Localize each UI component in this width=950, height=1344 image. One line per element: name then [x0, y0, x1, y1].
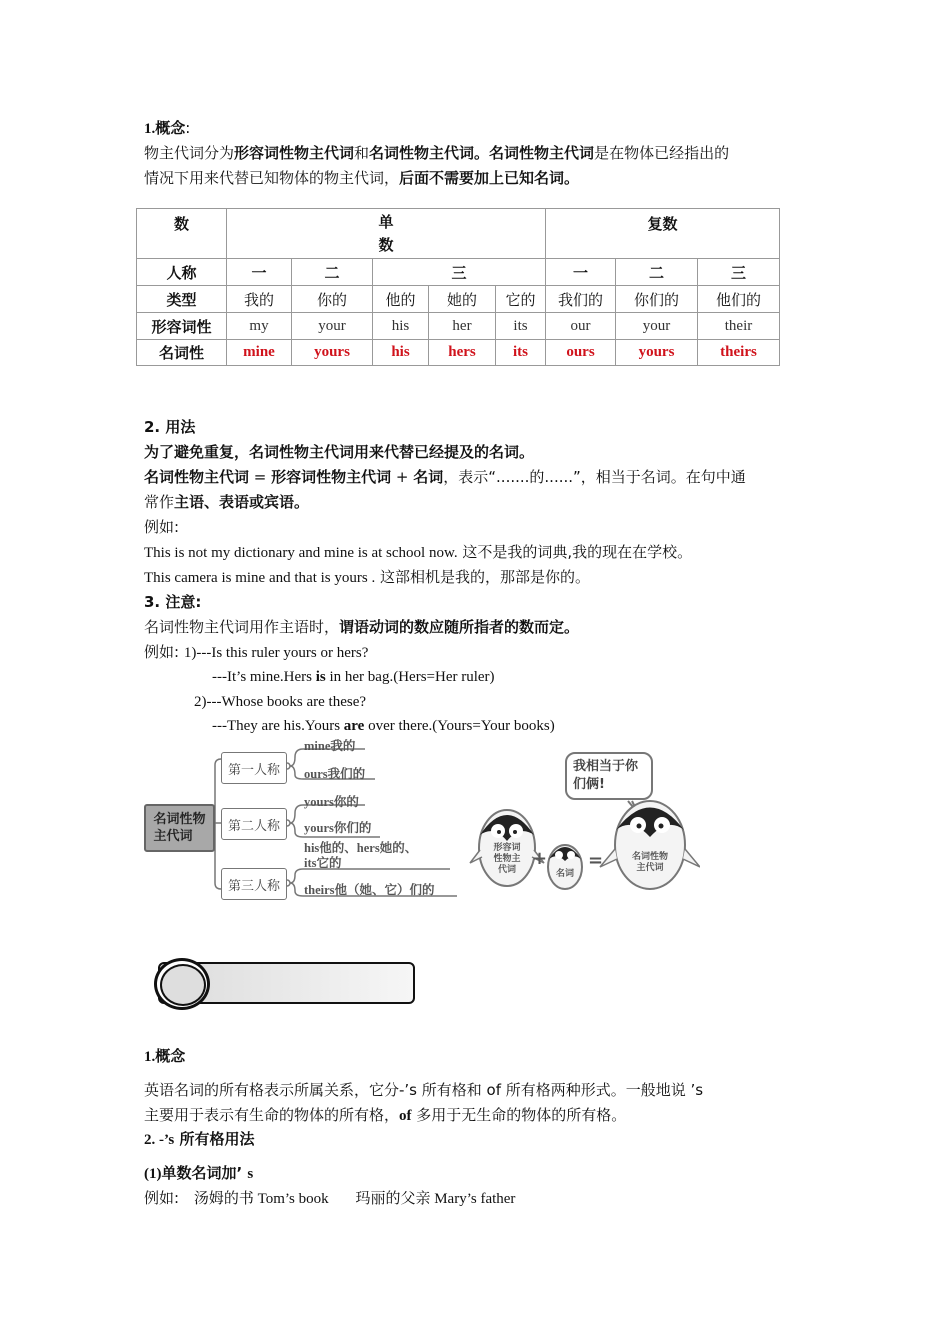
mind-map-leaf: ours我们的: [304, 767, 366, 781]
heading-number: 1.: [144, 121, 156, 137]
heading-colon: :: [185, 119, 191, 137]
section3-example-1-question: [144, 640, 368, 666]
cell: 她的: [429, 286, 496, 313]
cell: your: [616, 313, 698, 340]
cell: my: [227, 313, 292, 340]
row-label: 数: [137, 209, 227, 259]
row-label: 类型: [137, 286, 227, 313]
mind-map-leaf: yours你的: [304, 795, 359, 809]
root-line-1: 名词性物: [153, 812, 206, 827]
mind-map-leaf: its它的: [304, 856, 342, 870]
section2-example-label: 例如:: [144, 518, 180, 536]
section3-example-1-answer: [212, 665, 495, 690]
english-sentence: This is not my dictionary and mine is at school now.: [144, 545, 458, 561]
label-line: 性物主: [493, 854, 521, 864]
plural-header: 复数: [546, 209, 780, 259]
part2-subheading: [144, 1127, 255, 1153]
cell: its: [496, 313, 546, 340]
label-line: 形容词: [493, 843, 521, 853]
mind-map-branch-third-person: 第三人称: [221, 868, 287, 900]
text: 是在物体已经指出的: [594, 144, 730, 162]
cell: 你们的: [616, 286, 698, 313]
section2-line2: [144, 465, 746, 490]
bold-term: of: [399, 1108, 412, 1124]
singular-char-2: 数: [378, 236, 394, 254]
cell: her: [429, 313, 496, 340]
section2-example-1: [144, 540, 692, 566]
row-label: 人称: [137, 259, 227, 286]
mind-map-branch-first-person: 第一人称: [221, 752, 287, 784]
bold-term: 后面不需要加上已知名词。: [399, 169, 580, 187]
plus-sign: +: [532, 848, 548, 869]
label-line: 名词性物: [631, 852, 668, 862]
equals-sign: =: [588, 850, 604, 871]
subheading-text: 所有格用法: [174, 1130, 255, 1148]
table-row-noun: [137, 340, 780, 366]
example-label: 例如:: [144, 1189, 180, 1207]
bold-term: 名词性物主代词: [144, 468, 250, 486]
bubble-line-1: 我相当于你: [573, 759, 639, 774]
english-sentence: This camera is mine and that is yours .: [144, 570, 376, 586]
example-chinese: 汤姆的书: [193, 1189, 254, 1207]
cell: hers: [429, 340, 496, 366]
text: 名词性物主代词用作主语时，: [144, 618, 340, 636]
bold-term: 形容词性物主代词: [234, 144, 355, 162]
text: 主要用于表示有生命的物体的所有格，: [144, 1106, 400, 1124]
cell: his: [373, 340, 429, 366]
cell: mine: [227, 340, 292, 366]
cell: 一: [227, 259, 292, 286]
text: ，表示“.......的......”，相当于名词。在句中通: [443, 468, 746, 486]
banner-circle-inner: [160, 964, 206, 1006]
cell: yours: [292, 340, 373, 366]
text: 情况下用来代替已知物体的物主代词，: [144, 169, 400, 187]
cell: 他们的: [698, 286, 780, 313]
rule-text: 单数名词加’: [161, 1164, 248, 1182]
cell: 他的: [373, 286, 429, 313]
section2-line1: 为了避免重复，名词性物主代词用来代替已经提及的名词。: [144, 443, 535, 461]
cell: 我们的: [546, 286, 616, 313]
text: in her bag.(Hers=Her ruler): [325, 669, 495, 685]
bold-term: 谓语动词的数应随所指者的数而定。: [339, 618, 580, 636]
section2-heading: 2. 用法: [144, 418, 196, 436]
rule-number: (1): [144, 1166, 162, 1182]
cell: theirs: [698, 340, 780, 366]
right-penguin-icon: [600, 801, 700, 889]
part2-paragraph-line1: 英语名词的所有格表示所属关系，它分-’s 所有格和 of 所有格两种形式。一般地说 ’s: [144, 1081, 704, 1099]
label-line: 代词: [497, 865, 516, 875]
root-line-2: 主代词: [153, 829, 193, 844]
mind-map-branch-second-person: 第二人称: [221, 808, 287, 840]
table-row-type: [137, 286, 780, 313]
cell: yours: [616, 340, 698, 366]
bold-verb: are: [343, 718, 365, 734]
heading-text: 概念: [155, 1047, 186, 1065]
cell: 三: [373, 259, 546, 286]
rule-suffix: s: [247, 1166, 254, 1182]
text: ---It’s mine.Hers: [212, 669, 316, 685]
section1-paragraph-line2: [144, 166, 579, 191]
section2-example-2: [144, 565, 590, 591]
section3-example-2-question: 2)---Whose books are these?: [194, 694, 367, 710]
part2-example: [144, 1186, 515, 1212]
right-penguin-label: [622, 852, 678, 874]
section2-line3: [144, 490, 309, 515]
cell: 你的: [292, 286, 373, 313]
part2-rule-1: [144, 1161, 253, 1187]
text: 常作: [144, 493, 175, 511]
subheading-number: 2. -’s: [144, 1132, 175, 1148]
bold-term: 主语、表语或宾语。: [174, 493, 310, 511]
heading-text: 概念: [155, 119, 186, 137]
cell: 二: [292, 259, 373, 286]
cell: its: [496, 340, 546, 366]
part2-paragraph-line2: [144, 1103, 626, 1129]
singular-char-1: 单: [378, 213, 394, 231]
bold-term: 形容词性物主代词: [271, 468, 392, 486]
example-english: Tom’s book: [253, 1191, 329, 1207]
cell: 一: [546, 259, 616, 286]
bold-term: 名词性物主代词。名词性物主代词: [369, 144, 595, 162]
text: 和: [354, 144, 370, 162]
english-sentence: 1)---Is this ruler yours or hers?: [183, 645, 369, 661]
possessive-pronoun-table: [136, 208, 780, 366]
cell: 它的: [496, 286, 546, 313]
section3-heading: 3. 注意:: [144, 593, 202, 611]
heading-number: 1.: [144, 1049, 156, 1065]
singular-header: [227, 209, 546, 259]
text: 多用于无生命的物体的所有格。: [411, 1106, 627, 1124]
cell: our: [546, 313, 616, 340]
cell: his: [373, 313, 429, 340]
text: =: [249, 468, 272, 486]
text: 物主代词分为: [144, 144, 235, 162]
text: +: [391, 468, 414, 486]
bold-verb: is: [315, 669, 326, 685]
chinese-translation: 这不是我的词典,我的现在在学校。: [457, 543, 693, 561]
mind-map-root: [144, 804, 215, 852]
table-row-person: [137, 259, 780, 286]
left-penguin-label: [483, 843, 531, 876]
section1-paragraph-line1: [144, 141, 729, 166]
section1-heading: [144, 116, 190, 142]
example-label: 例如:: [144, 643, 180, 661]
example-chinese: 玛丽的父亲: [355, 1189, 431, 1207]
bubble-line-2: 们俩!: [573, 777, 605, 792]
cell: 二: [616, 259, 698, 286]
mind-map-leaf: his他的、hers她的、: [304, 841, 418, 855]
row-label: 形容词性: [137, 313, 227, 340]
mind-map-leaf: yours你们的: [304, 821, 372, 835]
part2-heading: [144, 1044, 185, 1070]
cell: ours: [546, 340, 616, 366]
cell: their: [698, 313, 780, 340]
cell: your: [292, 313, 373, 340]
chinese-translation: 这部相机是我的，那部是你的。: [375, 568, 590, 586]
example-english: Mary’s father: [430, 1191, 516, 1207]
mind-map-leaf: theirs他（她、它）们的: [304, 883, 435, 897]
cell: 三: [698, 259, 780, 286]
text: ---They are his.Yours: [212, 718, 344, 734]
cell: 我的: [227, 286, 292, 313]
section3-line1: [144, 615, 579, 640]
bold-term: 名词: [413, 468, 444, 486]
table-row-adjective: [137, 313, 780, 340]
row-label: 名词性: [137, 340, 227, 366]
middle-penguin-label: 名词: [555, 869, 574, 879]
mind-map-leaf: mine我的: [304, 739, 356, 753]
label-line: 主代词: [636, 863, 664, 873]
table-row-number: [137, 209, 780, 259]
text: over there.(Yours=Your books): [364, 718, 555, 734]
